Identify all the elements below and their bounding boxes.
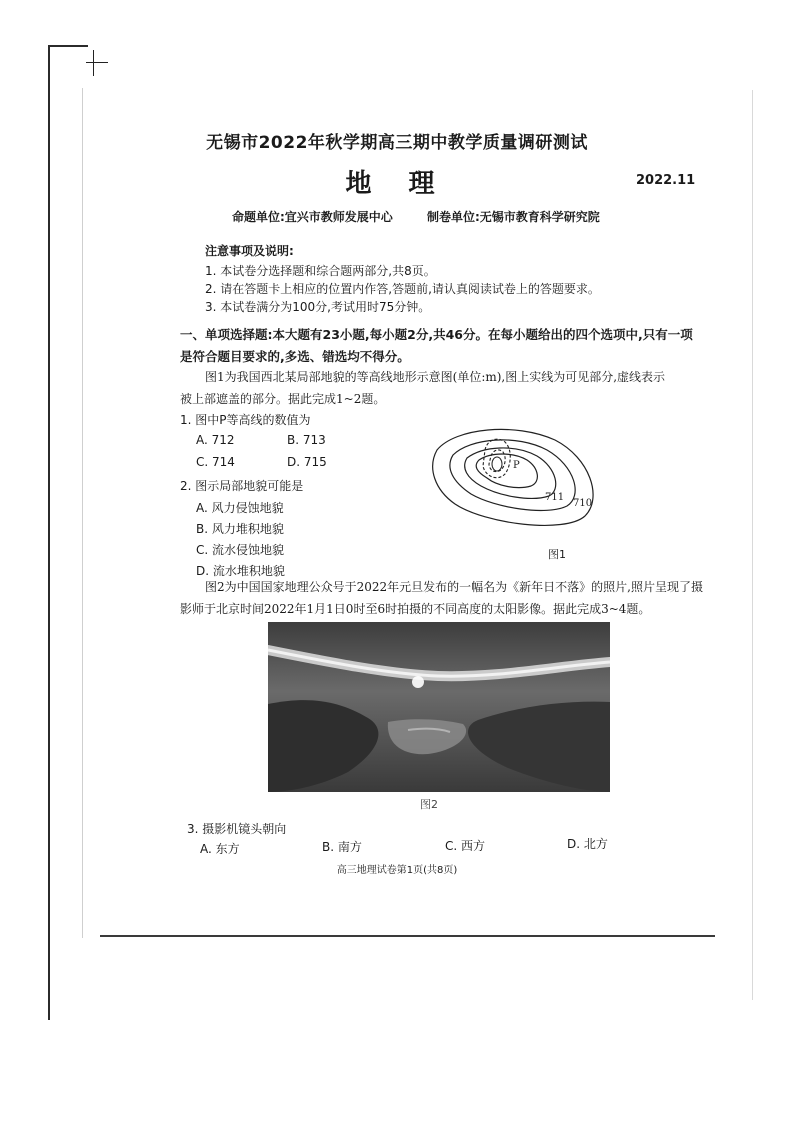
figure-1-caption: 图1 xyxy=(548,548,566,561)
option-a: A. 风力侵蚀地貌 xyxy=(196,501,284,515)
question-stem: 3. 摄影机镜头朝向 xyxy=(187,822,287,836)
option-c: C. 714 xyxy=(196,455,235,469)
production-unit: 制卷单位:无锡市教育科学研究院 xyxy=(427,210,600,224)
option-b: B. 713 xyxy=(287,433,326,447)
option-a: A. 东方 xyxy=(200,842,240,856)
note-item: 1. 本试卷分选择题和综合题两部分,共8页。 xyxy=(205,264,436,278)
midnight-sun-photo xyxy=(268,622,610,792)
option-a: A. 712 xyxy=(196,433,235,447)
note-item: 2. 请在答题卡上相应的位置内作答,答题前,请认真阅读试卷上的答题要求。 xyxy=(205,282,600,296)
option-d: D. 流水堆积地貌 xyxy=(196,564,285,578)
contour-label-p: P xyxy=(513,460,520,471)
question-stem: 1. 图中P等高线的数值为 xyxy=(180,413,311,427)
scan-border-top xyxy=(48,45,88,47)
figure-2-caption: 图2 xyxy=(420,798,438,811)
option-c: C. 西方 xyxy=(445,839,486,853)
material-text: 被上部遮盖的部分。据此完成1~2题。 xyxy=(180,392,386,406)
option-d: D. 715 xyxy=(287,455,327,469)
material-text: 影师于北京时间2022年1月1日0时至6时拍摄的不同高度的太阳影像。据此完成3~4题。 xyxy=(180,602,651,616)
option-d: D. 北方 xyxy=(567,837,608,851)
scan-border-bottom xyxy=(100,935,715,937)
scan-border-inner xyxy=(82,88,83,938)
material-text: 图2为中国国家地理公众号于2022年元旦发布的一幅名为《新年日不落》的照片,照片呈现了摄 xyxy=(205,580,703,594)
section-heading: 是符合题目要求的,多选、错选均不得分。 xyxy=(180,349,410,364)
section-heading: 一、单项选择题:本大题有23小题,每小题2分,共46分。在每小题给出的四个选项中,只有一项 xyxy=(180,327,693,342)
option-b: B. 风力堆积地貌 xyxy=(196,522,284,536)
proposition-unit: 命题单位:宜兴市教师发展中心 xyxy=(232,210,393,224)
option-b: B. 南方 xyxy=(322,840,362,854)
contour-label-710: 710 xyxy=(573,498,593,509)
material-text: 图1为我国西北某局部地貌的等高线地形示意图(单位:m),图上实线为可见部分,虚线表示 xyxy=(205,370,666,384)
question-stem: 2. 图示局部地貌可能是 xyxy=(180,479,304,493)
crop-mark xyxy=(86,62,108,63)
exam-title: 无锡市2022年秋学期高三期中教学质量调研测试 xyxy=(206,133,588,153)
note-item: 3. 本试卷满分为100分,考试用时75分钟。 xyxy=(205,300,431,314)
page-footer: 高三地理试卷第1页(共8页) xyxy=(336,865,458,876)
exam-subject: 地 理 xyxy=(345,169,449,199)
notes-title: 注意事项及说明: xyxy=(205,244,294,258)
option-c: C. 流水侵蚀地貌 xyxy=(196,543,285,557)
contour-label-711: 711 xyxy=(545,492,565,503)
exam-date: 2022.11 xyxy=(636,173,696,188)
crop-mark xyxy=(93,50,94,76)
contour-map-figure xyxy=(425,420,605,540)
